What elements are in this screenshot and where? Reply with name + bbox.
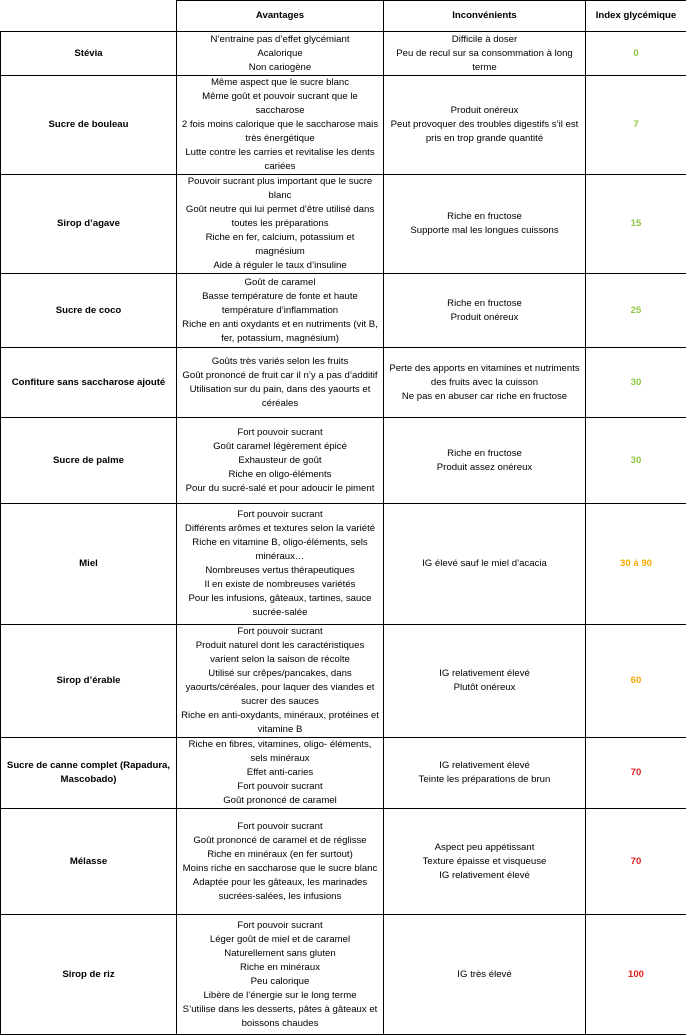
sweetener-name: Confiture sans saccharose ajouté [1,348,177,418]
sweetener-name: Sirop d’agave [1,175,177,274]
advantage-item: Riche en anti-oxydants, minéraux, protéines et vitamine B [181,709,379,737]
drawbacks-cell [384,625,586,738]
drawback-item: Texture épaisse et visqueuse [388,855,581,869]
advantage-item: Pour du sucré-salé et pour adoucir le piment [181,482,379,496]
advantage-item: Utilisé sur crêpes/pancakes, dans yaourts/céréales, pour laquer des viandes et sucrer des sauces [181,667,379,709]
advantages-cell [177,32,384,76]
drawback-item: Difficile à doser [388,33,581,47]
advantage-item: Fort pouvoir sucrant [181,508,379,522]
drawbacks-cell [384,274,586,348]
advantages-cell [177,348,384,418]
drawback-item: Peut provoquer des troubles digestifs s’il est pris en trop grande quantité [388,118,581,146]
drawbacks-cell [384,738,586,809]
glycemic-index-value: 30 [586,348,686,418]
advantage-item: Effet anti-caries [181,766,379,780]
drawback-item: Produit assez onéreux [388,461,581,475]
drawbacks-cell [384,504,586,625]
advantage-item: Pouvoir sucrant plus important que le sucre blanc [181,175,379,203]
drawbacks-cell [384,175,586,274]
drawbacks-cell [384,418,586,504]
advantage-item: Même aspect que le sucre blanc [181,76,379,90]
table-row [1,76,686,175]
drawback-item: IG très élevé [388,968,581,982]
advantage-item: Lutte contre les carries et revitalise les dents cariées [181,146,379,174]
sweetener-name: Sucre de coco [1,274,177,348]
drawbacks-cell [384,809,586,915]
sweetener-name: Miel [1,504,177,625]
sweetener-name: Sucre de canne complet (Rapadura, Mascobado) [1,738,177,809]
advantage-item: Riche en fibres, vitamines, oligo- éléments, sels minéraux [181,738,379,766]
sweetener-name: Mélasse [1,809,177,915]
advantage-item: Il en existe de nombreuses variétés [181,578,379,592]
drawback-item: Riche en fructose [388,210,581,224]
header-glycemic-index: Index glycémique [586,1,686,32]
advantage-item: N’entraine pas d’effet glycémiant [181,33,379,47]
header-drawbacks: Inconvénients [384,1,586,32]
advantage-item: 2 fois moins calorique que le saccharose mais très énergétique [181,118,379,146]
header-corner [1,1,177,32]
drawback-item: Produit onéreux [388,311,581,325]
drawback-item: Produit onéreux [388,104,581,118]
glycemic-index-value: 0 [586,32,686,76]
advantages-cell [177,76,384,175]
advantage-item: Fort pouvoir sucrant [181,426,379,440]
sweetener-name: Sirop de riz [1,915,177,1035]
table-row [1,274,686,348]
advantage-item: Libère de l’énergie sur le long terme [181,989,379,1003]
advantages-cell [177,738,384,809]
advantage-item: Goût prononcé de fruit car il n’y a pas d’additif [181,369,379,383]
advantage-item: Riche en vitamine B, oligo-éléments, sels minéraux… [181,536,379,564]
table-row [1,348,686,418]
advantages-cell [177,418,384,504]
advantage-item: Riche en anti oxydants et en nutriments (vit B, fer, potassium, magnésium) [181,318,379,346]
advantage-item: Moins riche en saccharose que le sucre blanc [181,862,379,876]
advantage-item: Riche en minéraux [181,961,379,975]
advantage-item: Naturellement sans gluten [181,947,379,961]
glycemic-index-value: 60 [586,625,686,738]
table-row [1,809,686,915]
sweetener-name: Stévia [1,32,177,76]
advantage-item: Différents arômes et textures selon la variété [181,522,379,536]
drawback-item: Aspect peu appétissant [388,841,581,855]
header-advantages: Avantages [177,1,384,32]
advantage-item: Goût neutre qui lui permet d’être utilisé dans toutes les préparations [181,203,379,231]
advantage-item: Riche en fer, calcium, potassium et magnésium [181,231,379,259]
drawback-item: Perte des apports en vitamines et nutriments des fruits avec la cuisson [388,362,581,390]
drawbacks-cell [384,348,586,418]
advantages-cell [177,915,384,1035]
advantage-item: Adaptée pour les gâteaux, les marinades sucrées-salées, les infusions [181,876,379,904]
sweetener-name: Sucre de bouleau [1,76,177,175]
table-row [1,915,686,1035]
table-row [1,504,686,625]
table-body [1,32,686,1035]
glycemic-index-value: 25 [586,274,686,348]
advantage-item: Fort pouvoir sucrant [181,780,379,794]
drawback-item: IG relativement élevé [388,869,581,883]
drawback-item: Plutôt onéreux [388,681,581,695]
drawback-item: Peu de recul sur sa consommation à long terme [388,47,581,75]
drawback-item: IG élevé sauf le miel d’acacia [388,557,581,571]
drawback-item: Supporte mal les longues cuissons [388,224,581,238]
advantage-item: Nombreuses vertus thérapeutiques [181,564,379,578]
advantage-item: Aide à réguler le taux d’insuline [181,259,379,273]
drawback-item: Ne pas en abuser car riche en fructose [388,390,581,404]
glycemic-index-value: 15 [586,175,686,274]
advantage-item: Fort pouvoir sucrant [181,820,379,834]
advantages-cell [177,274,384,348]
advantage-item: Fort pouvoir sucrant [181,625,379,639]
advantage-item: Utilisation sur du pain, dans des yaourts et céréales [181,383,379,411]
advantage-item: Acalorique [181,47,379,61]
advantage-item: Exhausteur de goût [181,454,379,468]
drawback-item: Riche en fructose [388,447,581,461]
table-row [1,738,686,809]
table-row [1,175,686,274]
glycemic-index-value: 70 [586,738,686,809]
table-row [1,418,686,504]
drawback-item: IG relativement élevé [388,759,581,773]
sweetener-name: Sirop d’érable [1,625,177,738]
advantages-cell [177,504,384,625]
advantage-item: Produit naturel dont les caractéristiques varient selon la saison de récolte [181,639,379,667]
glycemic-index-value: 30 à 90 [586,504,686,625]
drawbacks-cell [384,915,586,1035]
glycemic-index-value: 100 [586,915,686,1035]
advantages-cell [177,175,384,274]
drawback-item: Riche en fructose [388,297,581,311]
advantage-item: Riche en minéraux (en fer surtout) [181,848,379,862]
advantage-item: Goût prononcé de caramel [181,794,379,808]
advantages-cell [177,809,384,915]
table-row [1,625,686,738]
advantages-cell [177,625,384,738]
glycemic-index-value: 30 [586,418,686,504]
advantage-item: Léger goût de miel et de caramel [181,933,379,947]
advantage-item: Riche en oligo-éléments [181,468,379,482]
advantage-item: Fort pouvoir sucrant [181,919,379,933]
sweetener-name: Sucre de palme [1,418,177,504]
advantage-item: Goût de caramel [181,276,379,290]
advantage-item: Pour les infusions, gâteaux, tartines, sauce sucrée-salée [181,592,379,620]
drawbacks-cell [384,32,586,76]
advantage-item: Non cariogène [181,61,379,75]
table-row [1,32,686,76]
drawback-item: Teinte les préparations de brun [388,773,581,787]
drawback-item: IG relativement élevé [388,667,581,681]
advantage-item: Basse température de fonte et haute température d’inflammation [181,290,379,318]
glycemic-index-value: 70 [586,809,686,915]
advantage-item: Peu calorique [181,975,379,989]
advantage-item: Goût prononcé de caramel et de réglisse [181,834,379,848]
advantage-item: Goût caramel légèrement épicé [181,440,379,454]
drawbacks-cell [384,76,586,175]
advantage-item: S’utilise dans les desserts, pâtes à gâteaux et boissons chaudes [181,1003,379,1031]
advantage-item: Goûts très variés selon les fruits [181,355,379,369]
advantage-item: Même goût et pouvoir sucrant que le saccharose [181,90,379,118]
glycemic-index-value: 7 [586,76,686,175]
header-row [1,1,686,32]
